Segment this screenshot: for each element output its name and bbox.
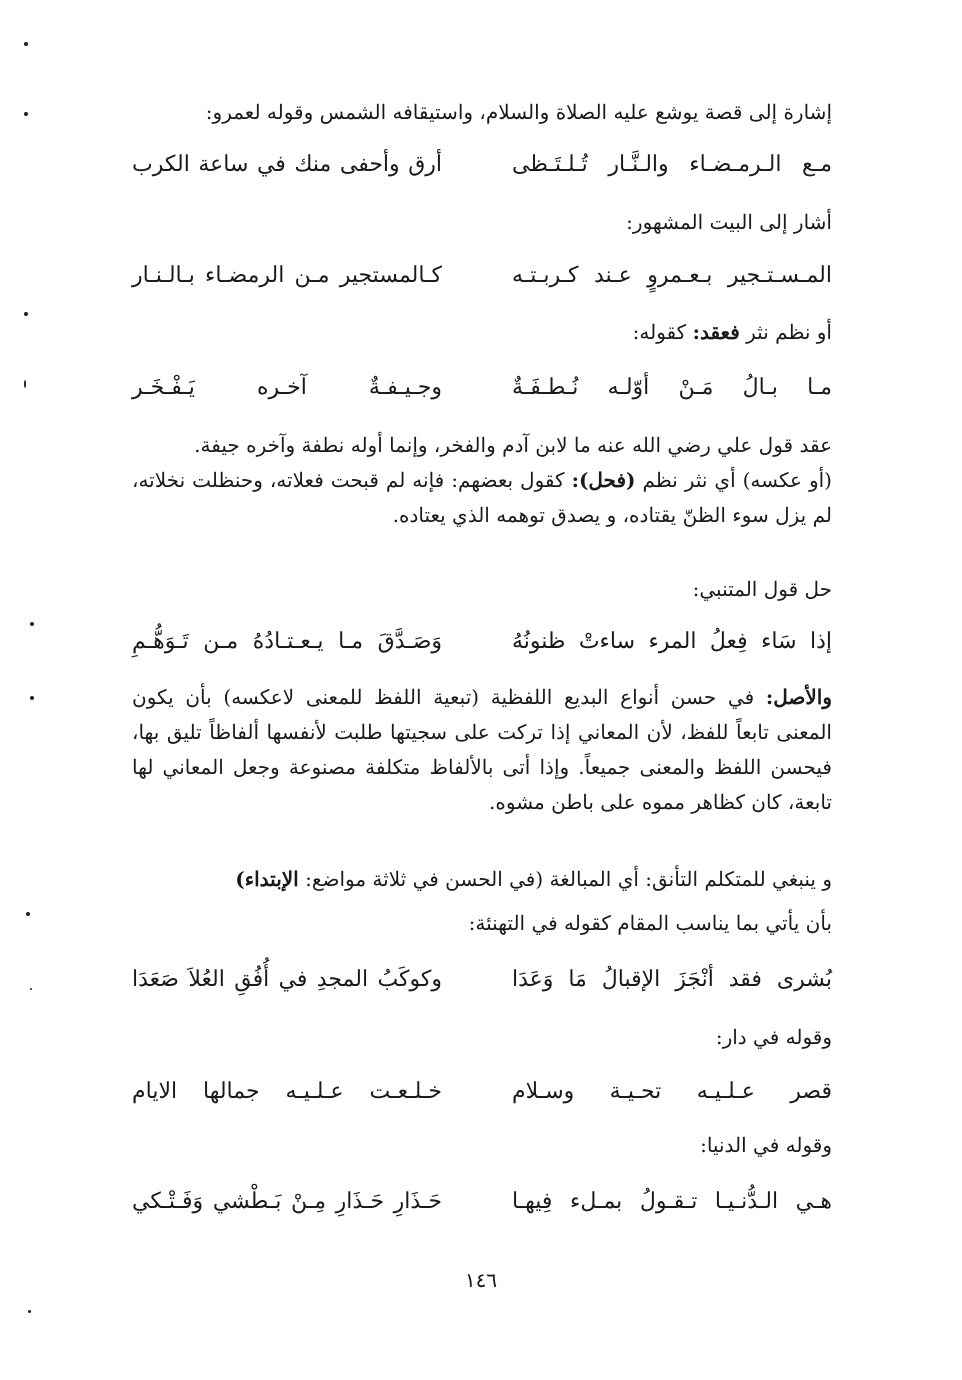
text-line: عقد قول علي رضي الله عنه ما لابن آدم والفخر، وإنما أوله نطفة وآخره جيفة. bbox=[194, 433, 832, 457]
verse-first-hemistich: مـع الـرمـضـاء والـنَّـار تُـلـتَـظى bbox=[512, 152, 832, 177]
term-bold: فعقد: bbox=[692, 320, 740, 344]
verse bbox=[132, 1072, 832, 1112]
term-bold: والأصل: bbox=[765, 685, 833, 709]
text-line: أشار إلى البيت المشهور: bbox=[626, 210, 832, 234]
verse bbox=[132, 145, 832, 185]
verse bbox=[132, 960, 832, 1000]
paragraph bbox=[132, 862, 832, 897]
verse-first-hemistich: قصر عـلـيـه تحـيـة وسـلام bbox=[512, 1079, 832, 1104]
verse bbox=[132, 1182, 832, 1222]
scan-speck bbox=[28, 1310, 31, 1313]
text-line bbox=[132, 315, 832, 350]
verse bbox=[132, 622, 832, 662]
verse-second-hemistich: خـلـعـت عـلـيـه جمالها الايام bbox=[132, 1079, 442, 1104]
verse bbox=[132, 368, 832, 408]
text-line: حل قول المتنبي: bbox=[692, 577, 832, 601]
text-segment: كقول بعضهم: فإنه لم قبحت فعلاته، وحنظلت نخلاته، لم يزل سوء الظنّ يقتاده، و يصدق توهمه الذي يعتاده. bbox=[132, 468, 832, 527]
text-segment: و ينبغي للمتكلم التأنق: أي المبالغة (في الحسن في ثلاثة مواضع: bbox=[305, 867, 832, 891]
scan-speck bbox=[24, 380, 26, 388]
paragraph bbox=[132, 463, 832, 533]
scan-speck bbox=[24, 312, 28, 316]
verse bbox=[132, 256, 832, 296]
text-line: بأن يأتي بما يناسب المقام كقوله في التهنئة: bbox=[468, 911, 832, 935]
verse-second-hemistich: وجـيـفـةٌ آخـره يَـفْـخَـر bbox=[132, 375, 442, 400]
text-segment: كقوله: bbox=[632, 320, 687, 344]
scan-speck bbox=[24, 112, 28, 116]
verse-second-hemistich: حَـذَارِ حَـذَارِ مِـنْ بَـطْشي وَفَـتْـكي bbox=[132, 1189, 442, 1214]
text-segment: (أو عكسه) أي نثر نظم bbox=[642, 468, 832, 492]
term-bold: (فحل): bbox=[571, 468, 636, 492]
text-segment: في حسن أنواع البديع اللفظية (تبعية اللفظ للمعنى لاعكسه) بأن يكون المعنى تابعاً للفظ، لأن المعاني إذا تركت على سجيتها طلبت لأنفسها ألفاظاً تليق بها، فيحسن اللفظ والمعنى جميعاً. وإذا أتى بالألفاظ متكلفة مصنوعة وجعل المعاني لها تابعة، كان كظاهر مموه على باطن مشوه. bbox=[132, 685, 832, 814]
scan-speck bbox=[26, 912, 30, 916]
verse-second-hemistich: أرق وأحفى منك في ساعة الكرب bbox=[132, 152, 442, 177]
text-line: وقوله في دار: bbox=[715, 1025, 832, 1049]
text-segment: أو نظم نثر bbox=[746, 320, 832, 344]
verse-first-hemistich: إذا سَاء فِعلُ المرء ساءتْ ظنونُهُ bbox=[512, 629, 832, 654]
text-line: وقوله في الدنيا: bbox=[700, 1133, 832, 1157]
verse-second-hemistich: كـالمستجير مـن الرمضـاء بـالـنـار bbox=[132, 263, 442, 288]
verse-first-hemistich: هـي الـدُّنـيـا تـقـولُ بمـلء فِيهـا bbox=[512, 1189, 832, 1214]
verse-second-hemistich: وكوكَبُ المجدِ في أُفُقِ العُلاَ صَعَدَا bbox=[132, 967, 442, 992]
term-bold: الإبتداء) bbox=[235, 867, 299, 891]
verse-first-hemistich: المـسـتـجير بـعـمروٍ عـند كـربـتـه bbox=[512, 263, 832, 288]
scan-speck bbox=[24, 42, 28, 46]
verse-first-hemistich: بُشرى فقد أنْجَزَ الإقبالُ مَا وَعَدَا bbox=[512, 967, 832, 992]
scan-speck bbox=[30, 988, 32, 990]
verse-second-hemistich: وَصَـدَّقَ مـا يـعـتـادُهُ مـن تَـوَهُّـمِ bbox=[132, 629, 442, 654]
page-number: ١٤٦ bbox=[464, 1268, 498, 1292]
scan-speck bbox=[30, 622, 34, 626]
text-line: إشارة إلى قصة يوشع عليه الصلاة والسلام، واستيقافه الشمس وقوله لعمرو: bbox=[205, 100, 832, 124]
verse-first-hemistich: مـا بـالُ مَـنْ أوّلـه نُـطـفَـةٌ bbox=[512, 375, 832, 400]
scan-speck bbox=[30, 696, 34, 700]
paragraph bbox=[132, 680, 832, 820]
